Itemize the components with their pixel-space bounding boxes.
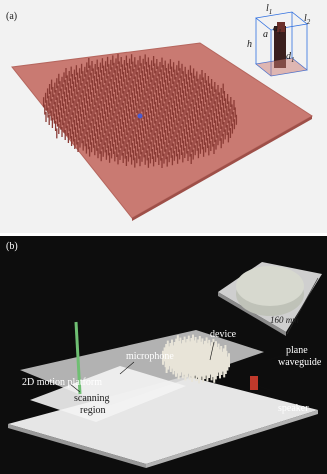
inset-dimension: 160 mm (270, 315, 299, 325)
panel-b (0, 236, 327, 474)
label-a1: $a_1$ (273, 23, 282, 36)
label-a: a (263, 29, 268, 40)
annotation-plane: plane (286, 345, 308, 356)
label-l1: $l_1$ (266, 3, 273, 16)
annotation-speaker: speaker (278, 403, 309, 414)
panel-a (0, 0, 327, 233)
annotation-device: device (210, 329, 237, 340)
label-h: h (247, 39, 252, 50)
panel-a-label: (a) (6, 11, 18, 22)
annotation-scanning: scanning (74, 393, 110, 404)
speaker (250, 376, 258, 390)
annotation-motion-platform: 2D motion platform (22, 377, 102, 388)
annotation-microphone: microphone (126, 351, 174, 362)
center-marker (138, 114, 143, 119)
unit-cell-inset (256, 12, 307, 76)
label-l2: $l_2$ (304, 13, 311, 26)
annotation-region: region (80, 405, 106, 416)
annotation-waveguide: waveguide (278, 357, 322, 368)
label-d1: $d_1$ (286, 51, 295, 64)
panel-b-label: (b) (6, 241, 18, 252)
